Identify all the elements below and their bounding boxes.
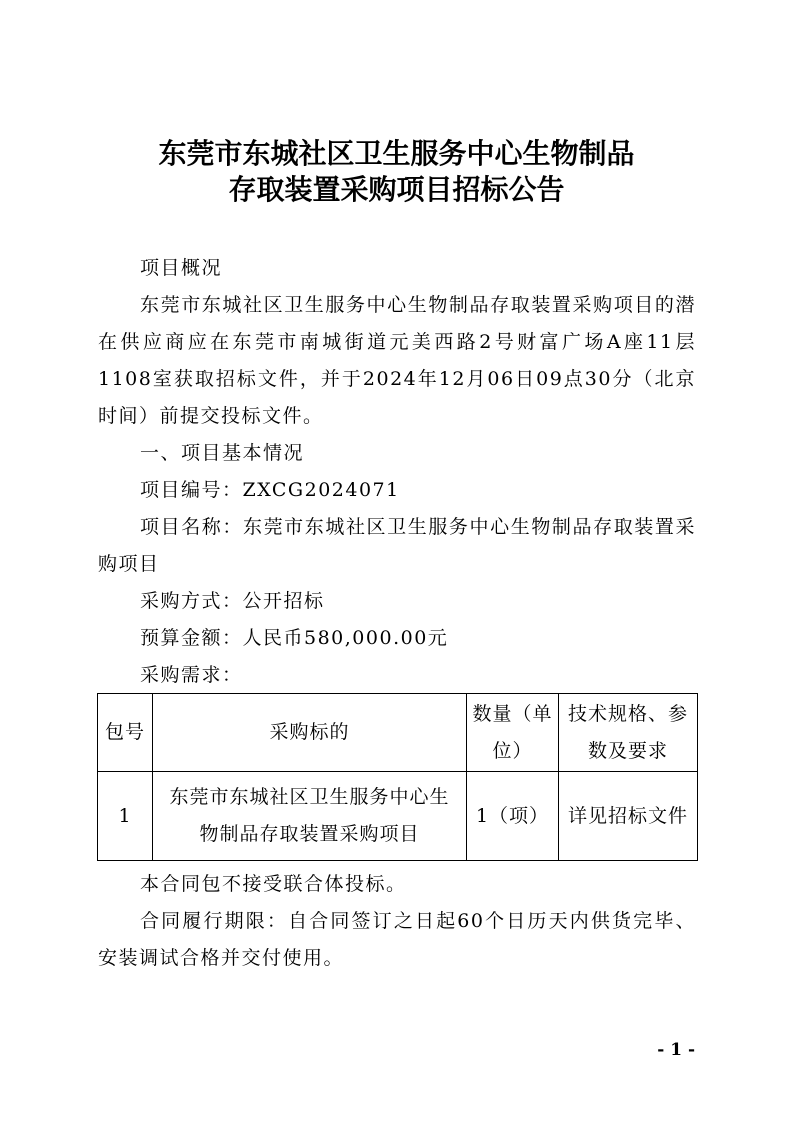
budget-amount: 预算金额：人民币580,000.00元 <box>140 627 449 649</box>
page-number: - 1 - <box>657 1040 695 1060</box>
cell-specs: 详见招标文件 <box>559 772 698 861</box>
title-line-2: 存取装置采购项目招标公告 <box>228 173 565 206</box>
project-name-paragraph <box>98 509 696 583</box>
requirements-table <box>97 693 698 861</box>
procurement-demand-label: 采购需求： <box>140 664 243 686</box>
cell-quantity: 1（项） <box>467 772 559 861</box>
header-subject: 采购标的 <box>153 694 467 772</box>
project-name: 项目名称：东莞市东城社区卫生服务中心生物制品存取装置采购项目 <box>98 516 696 575</box>
cell-subject: 东莞市东城社区卫生服务中心生物制品存取装置采购项目 <box>153 772 467 861</box>
project-number: 项目编号：ZXCG2024071 <box>140 479 400 501</box>
table-header-row <box>98 694 698 772</box>
table-row <box>98 772 698 861</box>
contract-period: 合同履行期限：自合同签订之日起60个日历天内供货完毕、安装调试合格并交付使用。 <box>98 910 696 969</box>
overview-paragraph <box>98 287 696 435</box>
header-specs: 技术规格、参数及要求 <box>559 694 698 772</box>
contract-period-paragraph <box>98 903 696 977</box>
consortium-note: 本合同包不接受联合体投标。 <box>140 873 407 895</box>
overview-text: 东莞市东城社区卫生服务中心生物制品存取装置采购项目的潜在供应商应在东莞市南城街道元美西路2号财富广场A座11层1108室获取招标文件，并于2024年12月06日09点30分（北京时间）前提交投标文件。 <box>98 294 696 427</box>
title-line-1: 东莞市东城社区卫生服务中心生物制品 <box>158 137 635 170</box>
procurement-method: 采购方式：公开招标 <box>140 590 325 612</box>
overview-heading: 项目概况 <box>140 257 223 279</box>
cell-package-no: 1 <box>98 772 153 861</box>
header-quantity: 数量（单位） <box>467 694 559 772</box>
section1-heading: 一、项目基本情况 <box>140 442 305 464</box>
header-package-no: 包号 <box>98 694 153 772</box>
